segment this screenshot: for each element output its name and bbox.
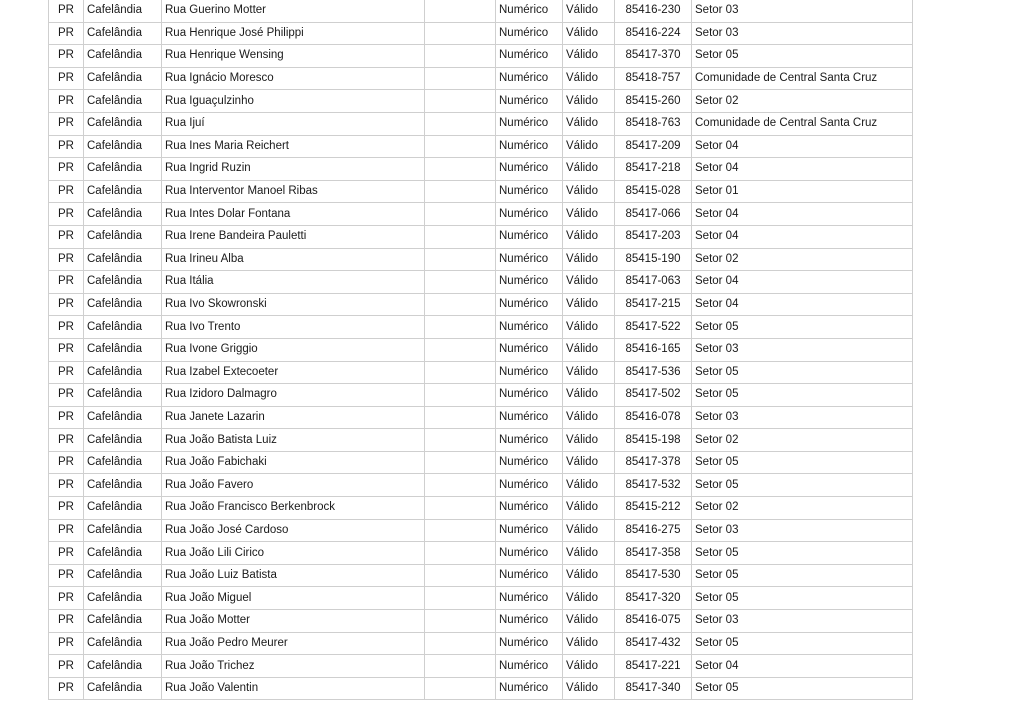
state-cell: PR xyxy=(49,180,84,203)
table-row xyxy=(49,655,913,678)
table-row xyxy=(49,429,913,452)
cep-cell: 85416-230 xyxy=(615,0,692,22)
type-cell: Numérico xyxy=(496,587,563,610)
state-cell: PR xyxy=(49,90,84,113)
street-cell: Rua Izidoro Dalmagro xyxy=(162,384,425,407)
table-row xyxy=(49,248,913,271)
type-cell: Numérico xyxy=(496,451,563,474)
table-row xyxy=(49,406,913,429)
empty-cell xyxy=(425,293,496,316)
street-cell: Rua João José Cardoso xyxy=(162,519,425,542)
state-cell: PR xyxy=(49,587,84,610)
city-cell: Cafelândia xyxy=(84,67,162,90)
cep-cell: 85415-190 xyxy=(615,248,692,271)
type-cell: Numérico xyxy=(496,112,563,135)
cep-cell: 85417-536 xyxy=(615,361,692,384)
sector-cell: Setor 05 xyxy=(692,587,913,610)
cep-cell: 85417-370 xyxy=(615,45,692,68)
empty-cell xyxy=(425,338,496,361)
city-cell: Cafelândia xyxy=(84,271,162,294)
street-cell: Rua Iguaçulzinho xyxy=(162,90,425,113)
empty-cell xyxy=(425,316,496,339)
table-row xyxy=(49,203,913,226)
state-cell: PR xyxy=(49,338,84,361)
type-cell: Numérico xyxy=(496,158,563,181)
type-cell: Numérico xyxy=(496,0,563,22)
street-cell: Rua Ivone Griggio xyxy=(162,338,425,361)
table-row xyxy=(49,632,913,655)
type-cell: Numérico xyxy=(496,519,563,542)
type-cell: Numérico xyxy=(496,22,563,45)
state-cell: PR xyxy=(49,406,84,429)
empty-cell xyxy=(425,564,496,587)
empty-cell xyxy=(425,248,496,271)
sector-cell: Setor 05 xyxy=(692,632,913,655)
cep-cell: 85416-078 xyxy=(615,406,692,429)
cep-cell: 85417-063 xyxy=(615,271,692,294)
street-cell: Rua João Favero xyxy=(162,474,425,497)
street-cell: Rua Irene Bandeira Pauletti xyxy=(162,225,425,248)
street-cell: Rua Henrique Wensing xyxy=(162,45,425,68)
state-cell: PR xyxy=(49,451,84,474)
status-cell: Válido xyxy=(563,158,615,181)
empty-cell xyxy=(425,112,496,135)
type-cell: Numérico xyxy=(496,610,563,633)
empty-cell xyxy=(425,225,496,248)
cep-cell: 85417-340 xyxy=(615,677,692,700)
cep-cell: 85417-320 xyxy=(615,587,692,610)
state-cell: PR xyxy=(49,248,84,271)
state-cell: PR xyxy=(49,429,84,452)
table-row xyxy=(49,338,913,361)
type-cell: Numérico xyxy=(496,406,563,429)
street-cell: Rua Itália xyxy=(162,271,425,294)
city-cell: Cafelândia xyxy=(84,158,162,181)
city-cell: Cafelândia xyxy=(84,338,162,361)
type-cell: Numérico xyxy=(496,497,563,520)
sector-cell: Setor 04 xyxy=(692,158,913,181)
state-cell: PR xyxy=(49,474,84,497)
city-cell: Cafelândia xyxy=(84,474,162,497)
state-cell: PR xyxy=(49,112,84,135)
sector-cell: Setor 02 xyxy=(692,429,913,452)
status-cell: Válido xyxy=(563,225,615,248)
street-cell: Rua Intes Dolar Fontana xyxy=(162,203,425,226)
status-cell: Válido xyxy=(563,451,615,474)
state-cell: PR xyxy=(49,271,84,294)
empty-cell xyxy=(425,67,496,90)
city-cell: Cafelândia xyxy=(84,677,162,700)
city-cell: Cafelândia xyxy=(84,406,162,429)
status-cell: Válido xyxy=(563,361,615,384)
city-cell: Cafelândia xyxy=(84,610,162,633)
type-cell: Numérico xyxy=(496,293,563,316)
type-cell: Numérico xyxy=(496,248,563,271)
table-row xyxy=(49,361,913,384)
cep-cell: 85418-763 xyxy=(615,112,692,135)
street-cell: Rua João Motter xyxy=(162,610,425,633)
table-row xyxy=(49,0,913,22)
table-row xyxy=(49,451,913,474)
sector-cell: Comunidade de Central Santa Cruz xyxy=(692,67,913,90)
empty-cell xyxy=(425,0,496,22)
empty-cell xyxy=(425,90,496,113)
empty-cell xyxy=(425,135,496,158)
state-cell: PR xyxy=(49,564,84,587)
status-cell: Válido xyxy=(563,564,615,587)
sector-cell: Setor 03 xyxy=(692,0,913,22)
sector-cell: Setor 05 xyxy=(692,542,913,565)
empty-cell xyxy=(425,361,496,384)
street-cell: Rua João Pedro Meurer xyxy=(162,632,425,655)
sector-cell: Setor 03 xyxy=(692,610,913,633)
street-cell: Rua Ivo Skowronski xyxy=(162,293,425,316)
sector-cell: Setor 05 xyxy=(692,384,913,407)
type-cell: Numérico xyxy=(496,632,563,655)
cep-cell: 85417-532 xyxy=(615,474,692,497)
city-cell: Cafelândia xyxy=(84,225,162,248)
city-cell: Cafelândia xyxy=(84,112,162,135)
type-cell: Numérico xyxy=(496,316,563,339)
state-cell: PR xyxy=(49,158,84,181)
city-cell: Cafelândia xyxy=(84,542,162,565)
street-cell: Rua João Valentin xyxy=(162,677,425,700)
table-row xyxy=(49,542,913,565)
sector-cell: Setor 04 xyxy=(692,135,913,158)
table-row xyxy=(49,384,913,407)
sector-cell: Setor 03 xyxy=(692,519,913,542)
sector-cell: Setor 02 xyxy=(692,497,913,520)
empty-cell xyxy=(425,677,496,700)
status-cell: Válido xyxy=(563,45,615,68)
type-cell: Numérico xyxy=(496,429,563,452)
table-row xyxy=(49,474,913,497)
table-row xyxy=(49,180,913,203)
empty-cell xyxy=(425,542,496,565)
status-cell: Válido xyxy=(563,384,615,407)
empty-cell xyxy=(425,406,496,429)
state-cell: PR xyxy=(49,542,84,565)
address-table xyxy=(48,0,913,700)
sector-cell: Setor 05 xyxy=(692,451,913,474)
empty-cell xyxy=(425,22,496,45)
state-cell: PR xyxy=(49,135,84,158)
status-cell: Válido xyxy=(563,587,615,610)
empty-cell xyxy=(425,429,496,452)
city-cell: Cafelândia xyxy=(84,632,162,655)
sector-cell: Setor 01 xyxy=(692,180,913,203)
state-cell: PR xyxy=(49,677,84,700)
type-cell: Numérico xyxy=(496,384,563,407)
cep-cell: 85417-530 xyxy=(615,564,692,587)
state-cell: PR xyxy=(49,610,84,633)
type-cell: Numérico xyxy=(496,542,563,565)
cep-cell: 85415-198 xyxy=(615,429,692,452)
type-cell: Numérico xyxy=(496,180,563,203)
type-cell: Numérico xyxy=(496,271,563,294)
cep-cell: 85415-212 xyxy=(615,497,692,520)
street-cell: Rua João Miguel xyxy=(162,587,425,610)
street-cell: Rua Ijuí xyxy=(162,112,425,135)
state-cell: PR xyxy=(49,67,84,90)
status-cell: Válido xyxy=(563,293,615,316)
street-cell: Rua Ivo Trento xyxy=(162,316,425,339)
status-cell: Válido xyxy=(563,67,615,90)
cep-cell: 85415-260 xyxy=(615,90,692,113)
cep-cell: 85417-203 xyxy=(615,225,692,248)
sector-cell: Setor 05 xyxy=(692,316,913,339)
street-cell: Rua Henrique José Philippi xyxy=(162,22,425,45)
empty-cell xyxy=(425,45,496,68)
type-cell: Numérico xyxy=(496,90,563,113)
empty-cell xyxy=(425,203,496,226)
cep-cell: 85417-502 xyxy=(615,384,692,407)
table-row xyxy=(49,564,913,587)
sector-cell: Setor 04 xyxy=(692,655,913,678)
state-cell: PR xyxy=(49,293,84,316)
empty-cell xyxy=(425,451,496,474)
empty-cell xyxy=(425,474,496,497)
street-cell: Rua Interventor Manoel Ribas xyxy=(162,180,425,203)
status-cell: Válido xyxy=(563,203,615,226)
status-cell: Válido xyxy=(563,112,615,135)
state-cell: PR xyxy=(49,316,84,339)
street-cell: Rua Ingrid Ruzin xyxy=(162,158,425,181)
status-cell: Válido xyxy=(563,610,615,633)
sector-cell: Setor 04 xyxy=(692,271,913,294)
street-cell: Rua Ines Maria Reichert xyxy=(162,135,425,158)
status-cell: Válido xyxy=(563,316,615,339)
city-cell: Cafelândia xyxy=(84,564,162,587)
empty-cell xyxy=(425,519,496,542)
empty-cell xyxy=(425,271,496,294)
type-cell: Numérico xyxy=(496,564,563,587)
type-cell: Numérico xyxy=(496,203,563,226)
type-cell: Numérico xyxy=(496,361,563,384)
street-cell: Rua João Trichez xyxy=(162,655,425,678)
cep-cell: 85416-165 xyxy=(615,338,692,361)
state-cell: PR xyxy=(49,203,84,226)
table-row xyxy=(49,225,913,248)
state-cell: PR xyxy=(49,22,84,45)
city-cell: Cafelândia xyxy=(84,497,162,520)
city-cell: Cafelândia xyxy=(84,429,162,452)
city-cell: Cafelândia xyxy=(84,203,162,226)
status-cell: Válido xyxy=(563,135,615,158)
sector-cell: Comunidade de Central Santa Cruz xyxy=(692,112,913,135)
empty-cell xyxy=(425,610,496,633)
sector-cell: Setor 03 xyxy=(692,338,913,361)
cep-cell: 85417-218 xyxy=(615,158,692,181)
cep-cell: 85417-066 xyxy=(615,203,692,226)
empty-cell xyxy=(425,587,496,610)
cep-cell: 85415-028 xyxy=(615,180,692,203)
type-cell: Numérico xyxy=(496,474,563,497)
city-cell: Cafelândia xyxy=(84,293,162,316)
state-cell: PR xyxy=(49,632,84,655)
status-cell: Válido xyxy=(563,632,615,655)
city-cell: Cafelândia xyxy=(84,384,162,407)
state-cell: PR xyxy=(49,519,84,542)
sector-cell: Setor 05 xyxy=(692,361,913,384)
status-cell: Válido xyxy=(563,497,615,520)
sector-cell: Setor 04 xyxy=(692,225,913,248)
sector-cell: Setor 03 xyxy=(692,406,913,429)
state-cell: PR xyxy=(49,225,84,248)
street-cell: Rua João Fabichaki xyxy=(162,451,425,474)
sector-cell: Setor 05 xyxy=(692,564,913,587)
status-cell: Válido xyxy=(563,655,615,678)
table-row xyxy=(49,610,913,633)
empty-cell xyxy=(425,158,496,181)
status-cell: Válido xyxy=(563,429,615,452)
city-cell: Cafelândia xyxy=(84,22,162,45)
status-cell: Válido xyxy=(563,0,615,22)
state-cell: PR xyxy=(49,497,84,520)
cep-cell: 85417-522 xyxy=(615,316,692,339)
table-row xyxy=(49,497,913,520)
state-cell: PR xyxy=(49,361,84,384)
table-row xyxy=(49,45,913,68)
street-cell: Rua João Luiz Batista xyxy=(162,564,425,587)
empty-cell xyxy=(425,384,496,407)
table-row xyxy=(49,519,913,542)
table-row xyxy=(49,112,913,135)
cep-cell: 85418-757 xyxy=(615,67,692,90)
table-row xyxy=(49,677,913,700)
street-cell: Rua João Francisco Berkenbrock xyxy=(162,497,425,520)
cep-cell: 85417-209 xyxy=(615,135,692,158)
sector-cell: Setor 05 xyxy=(692,677,913,700)
sector-cell: Setor 04 xyxy=(692,203,913,226)
sector-cell: Setor 04 xyxy=(692,293,913,316)
status-cell: Válido xyxy=(563,542,615,565)
type-cell: Numérico xyxy=(496,338,563,361)
type-cell: Numérico xyxy=(496,655,563,678)
street-cell: Rua Janete Lazarin xyxy=(162,406,425,429)
street-cell: Rua Guerino Motter xyxy=(162,0,425,22)
city-cell: Cafelândia xyxy=(84,0,162,22)
table-row xyxy=(49,316,913,339)
type-cell: Numérico xyxy=(496,225,563,248)
type-cell: Numérico xyxy=(496,67,563,90)
city-cell: Cafelândia xyxy=(84,45,162,68)
empty-cell xyxy=(425,497,496,520)
sector-cell: Setor 05 xyxy=(692,45,913,68)
state-cell: PR xyxy=(49,0,84,22)
status-cell: Válido xyxy=(563,271,615,294)
sector-cell: Setor 02 xyxy=(692,90,913,113)
sector-cell: Setor 02 xyxy=(692,248,913,271)
type-cell: Numérico xyxy=(496,45,563,68)
table-row xyxy=(49,293,913,316)
city-cell: Cafelândia xyxy=(84,451,162,474)
city-cell: Cafelândia xyxy=(84,135,162,158)
cep-cell: 85417-358 xyxy=(615,542,692,565)
city-cell: Cafelândia xyxy=(84,655,162,678)
status-cell: Válido xyxy=(563,519,615,542)
status-cell: Válido xyxy=(563,677,615,700)
street-cell: Rua Irineu Alba xyxy=(162,248,425,271)
state-cell: PR xyxy=(49,45,84,68)
table-row xyxy=(49,90,913,113)
city-cell: Cafelândia xyxy=(84,316,162,339)
street-cell: Rua João Batista Luiz xyxy=(162,429,425,452)
cep-cell: 85417-215 xyxy=(615,293,692,316)
status-cell: Válido xyxy=(563,474,615,497)
cep-cell: 85416-275 xyxy=(615,519,692,542)
status-cell: Válido xyxy=(563,248,615,271)
table-row xyxy=(49,22,913,45)
empty-cell xyxy=(425,655,496,678)
city-cell: Cafelândia xyxy=(84,90,162,113)
street-cell: Rua João Lili Cirico xyxy=(162,542,425,565)
table-body xyxy=(49,0,913,700)
city-cell: Cafelândia xyxy=(84,587,162,610)
table-row xyxy=(49,158,913,181)
table-row xyxy=(49,67,913,90)
table-row xyxy=(49,135,913,158)
status-cell: Válido xyxy=(563,22,615,45)
cep-cell: 85417-221 xyxy=(615,655,692,678)
status-cell: Válido xyxy=(563,406,615,429)
cep-cell: 85416-224 xyxy=(615,22,692,45)
city-cell: Cafelândia xyxy=(84,248,162,271)
street-cell: Rua Ignácio Moresco xyxy=(162,67,425,90)
street-cell: Rua Izabel Extecoeter xyxy=(162,361,425,384)
city-cell: Cafelândia xyxy=(84,519,162,542)
cep-cell: 85417-432 xyxy=(615,632,692,655)
table-row xyxy=(49,271,913,294)
status-cell: Válido xyxy=(563,90,615,113)
city-cell: Cafelândia xyxy=(84,180,162,203)
empty-cell xyxy=(425,632,496,655)
status-cell: Válido xyxy=(563,180,615,203)
state-cell: PR xyxy=(49,384,84,407)
status-cell: Válido xyxy=(563,338,615,361)
type-cell: Numérico xyxy=(496,135,563,158)
empty-cell xyxy=(425,180,496,203)
type-cell: Numérico xyxy=(496,677,563,700)
sector-cell: Setor 05 xyxy=(692,474,913,497)
city-cell: Cafelândia xyxy=(84,361,162,384)
cep-cell: 85417-378 xyxy=(615,451,692,474)
table-row xyxy=(49,587,913,610)
state-cell: PR xyxy=(49,655,84,678)
sector-cell: Setor 03 xyxy=(692,22,913,45)
cep-cell: 85416-075 xyxy=(615,610,692,633)
